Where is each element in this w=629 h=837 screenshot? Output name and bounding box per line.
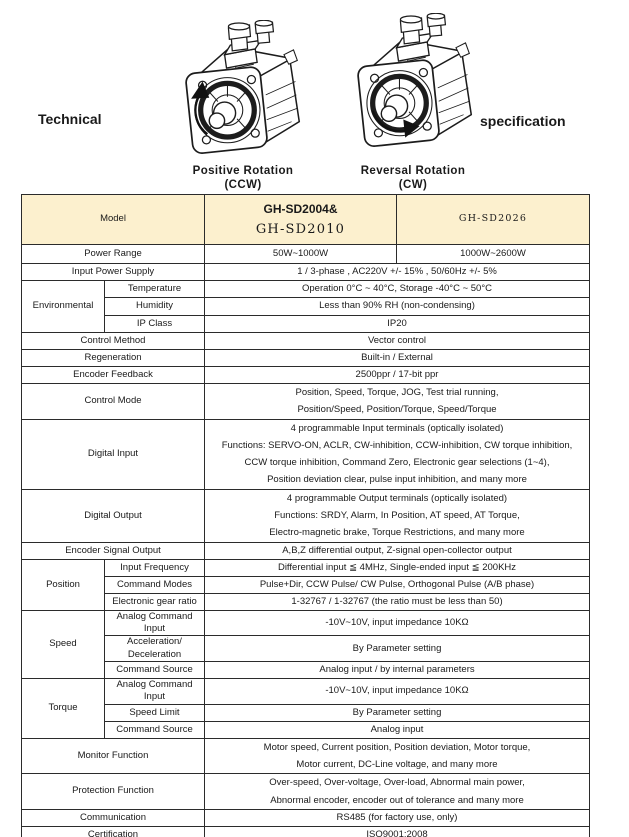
encoder-signal-output-value: A,B,Z differential output, Z-signal open-collector output [205, 542, 590, 559]
acceleration-label: Acceleration/ Deceleration [105, 636, 205, 662]
torque-command-source-label: Command Source [105, 721, 205, 738]
table-row-ip-class [22, 316, 590, 333]
power-range-label: Power Range [22, 245, 205, 264]
table-row-control-method [22, 333, 590, 350]
table-row-acceleration [22, 636, 590, 662]
environmental-label: Environmental [22, 281, 105, 333]
caption-reversal-rotation-line1: Reversal Rotation [360, 165, 466, 177]
specification-heading: specification [480, 113, 566, 129]
caption-reversal-rotation [328, 164, 498, 192]
model-header-col1 [205, 195, 397, 245]
humidity-value: Less than 90% RH (non-condensing) [205, 298, 590, 316]
table-row-speed-limit [22, 704, 590, 721]
protection-function-line1: Over-speed, Over-voltage, Over-load, Abnormal main power, [269, 777, 525, 789]
humidity-label: Humidity [105, 298, 205, 316]
temperature-label: Temperature [105, 281, 205, 298]
gear-ratio-value: 1-32767 / 1-32767 (the ratio must be less than 50) [205, 593, 590, 610]
torque-analog-input-label: Analog Command Input [105, 679, 205, 705]
caption-positive-rotation [158, 164, 328, 192]
power-range-col2: 1000W~2600W [397, 245, 590, 264]
digital-input-line3: CCW torque inhibition, Command Zero, Electronic gear selections (1~4), [244, 457, 550, 469]
control-mode-line2: Position/Speed, Position/Torque, Speed/Torque [297, 404, 497, 416]
input-power-supply-value: 1 / 3-phase , AC220V +/- 15% , 50/60Hz +/- 5% [205, 264, 590, 281]
speed-command-source-value: Analog input / by internal parameters [205, 662, 590, 679]
caption-positive-rotation-line1: Positive Rotation [192, 165, 294, 177]
table-row-torque-command-source [22, 721, 590, 738]
speed-limit-value: By Parameter setting [205, 704, 590, 721]
certification-value: ISO9001:2008 [205, 826, 590, 837]
table-row-humidity [22, 298, 590, 316]
digital-input-line2: Functions: SERVO-ON, ACLR, CW-inhibition, CCW-inhibition, CW torque inhibition, [221, 439, 573, 451]
monitor-function-label: Monitor Function [22, 738, 205, 774]
digital-output-label: Digital Output [22, 489, 205, 542]
digital-output-line2: Functions: SRDY, Alarm, In Position, AT speed, AT Torque, [274, 510, 520, 522]
digital-input-line4: Position deviation clear, pulse input inhibition, and many more [267, 474, 527, 486]
control-method-value: Vector control [205, 333, 590, 350]
protection-function-label: Protection Function [22, 774, 205, 810]
speed-analog-input-value: -10V~10V, input impedance 10KΩ [205, 610, 590, 636]
table-row-monitor-function [22, 738, 590, 774]
table-row-model [22, 195, 590, 245]
command-modes-label: Command Modes [105, 576, 205, 593]
input-frequency-label: Input Frequency [105, 559, 205, 576]
caption-reversal-rotation-line2: (CW) [398, 179, 428, 191]
control-method-label: Control Method [22, 333, 205, 350]
command-modes-value: Pulse+Dir, CCW Pulse/ CW Pulse, Orthogonal Pulse (A/B phase) [205, 576, 590, 593]
digital-output-value [205, 489, 590, 542]
protection-function-line2: Abnormal encoder, encoder out of tolerance and many more [270, 794, 524, 806]
table-row-torque-analog-input [22, 679, 590, 705]
digital-input-label: Digital Input [22, 419, 205, 489]
torque-group-label: Torque [22, 679, 105, 739]
model-col1-line2: GH-SD2010 [255, 221, 346, 237]
power-range-col1: 50W~1000W [205, 245, 397, 264]
encoder-signal-output-label: Encoder Signal Output [22, 542, 205, 559]
ip-class-value: IP20 [205, 316, 590, 333]
protection-function-value [205, 774, 590, 810]
communication-value: RS485 (for factory use, only) [205, 809, 590, 826]
table-row-speed-analog-input [22, 610, 590, 636]
table-row-certification [22, 826, 590, 837]
temperature-value: Operation 0°C ~ 40°C, Storage -40°C ~ 50°C [205, 281, 590, 298]
position-group-label: Position [22, 559, 105, 610]
table-row-input-power-supply [22, 264, 590, 281]
table-row-temperature [22, 281, 590, 298]
encoder-feedback-label: Encoder Feedback [22, 367, 205, 384]
input-power-supply-label: Input Power Supply [22, 264, 205, 281]
ip-class-label: IP Class [105, 316, 205, 333]
caption-positive-rotation-line2: (CCW) [224, 179, 262, 191]
table-row-input-frequency [22, 559, 590, 576]
digital-input-value [205, 419, 590, 489]
monitor-function-value [205, 738, 590, 774]
table-row-communication [22, 809, 590, 826]
table-row-encoder-feedback [22, 367, 590, 384]
torque-command-source-value: Analog input [205, 721, 590, 738]
input-frequency-value: Differential input ≦ 4MHz, Single-ended input ≦ 200KHz [205, 559, 590, 576]
control-mode-value [205, 384, 590, 420]
torque-analog-input-value: -10V~10V, input impedance 10KΩ [205, 679, 590, 705]
regeneration-value: Built-in / External [205, 350, 590, 367]
table-row-command-modes [22, 576, 590, 593]
table-row-gear-ratio [22, 593, 590, 610]
speed-analog-input-label: Analog Command Input [105, 610, 205, 636]
digital-input-line1: 4 programmable Input terminals (optically isolated) [290, 422, 504, 434]
regeneration-label: Regeneration [22, 350, 205, 367]
control-mode-label: Control Mode [22, 384, 205, 420]
encoder-feedback-value: 2500ppr / 17-bit ppr [205, 367, 590, 384]
speed-command-source-label: Command Source [105, 662, 205, 679]
monitor-function-line2: Motor current, DC-Line voltage, and many more [296, 759, 498, 771]
table-row-protection-function [22, 774, 590, 810]
model-header-label: Model [22, 195, 205, 245]
control-mode-line1: Position, Speed, Torque, JOG, Test trial running, [295, 387, 499, 398]
model-col1-line1: GH-SD2004& [263, 201, 338, 216]
communication-label: Communication [22, 809, 205, 826]
speed-group-label: Speed [22, 610, 105, 678]
table-row-digital-input [22, 419, 590, 489]
model-header-col2: GH-SD2026 [397, 195, 590, 245]
digital-output-line3: Electro-magnetic brake, Torque Restrictions, and many more [269, 527, 525, 539]
table-row-digital-output [22, 489, 590, 542]
table-row-power-range [22, 245, 590, 264]
monitor-function-line1: Motor speed, Current position, Position deviation, Motor torque, [263, 741, 531, 753]
technical-heading: Technical [38, 111, 102, 127]
table-row-encoder-signal-output [22, 542, 590, 559]
servo-motor-drawing-cw-icon [343, 13, 477, 157]
acceleration-value: By Parameter setting [205, 636, 590, 662]
specification-table [21, 194, 590, 837]
table-row-regeneration [22, 350, 590, 367]
certification-label: Certification [22, 826, 205, 837]
table-row-control-mode [22, 384, 590, 420]
servo-motor-drawing-ccw-icon [171, 20, 305, 164]
table-row-speed-command-source [22, 662, 590, 679]
digital-output-line1: 4 programmable Output terminals (optically isolated) [286, 492, 508, 504]
speed-limit-label: Speed Limit [105, 704, 205, 721]
gear-ratio-label: Electronic gear ratio [105, 593, 205, 610]
